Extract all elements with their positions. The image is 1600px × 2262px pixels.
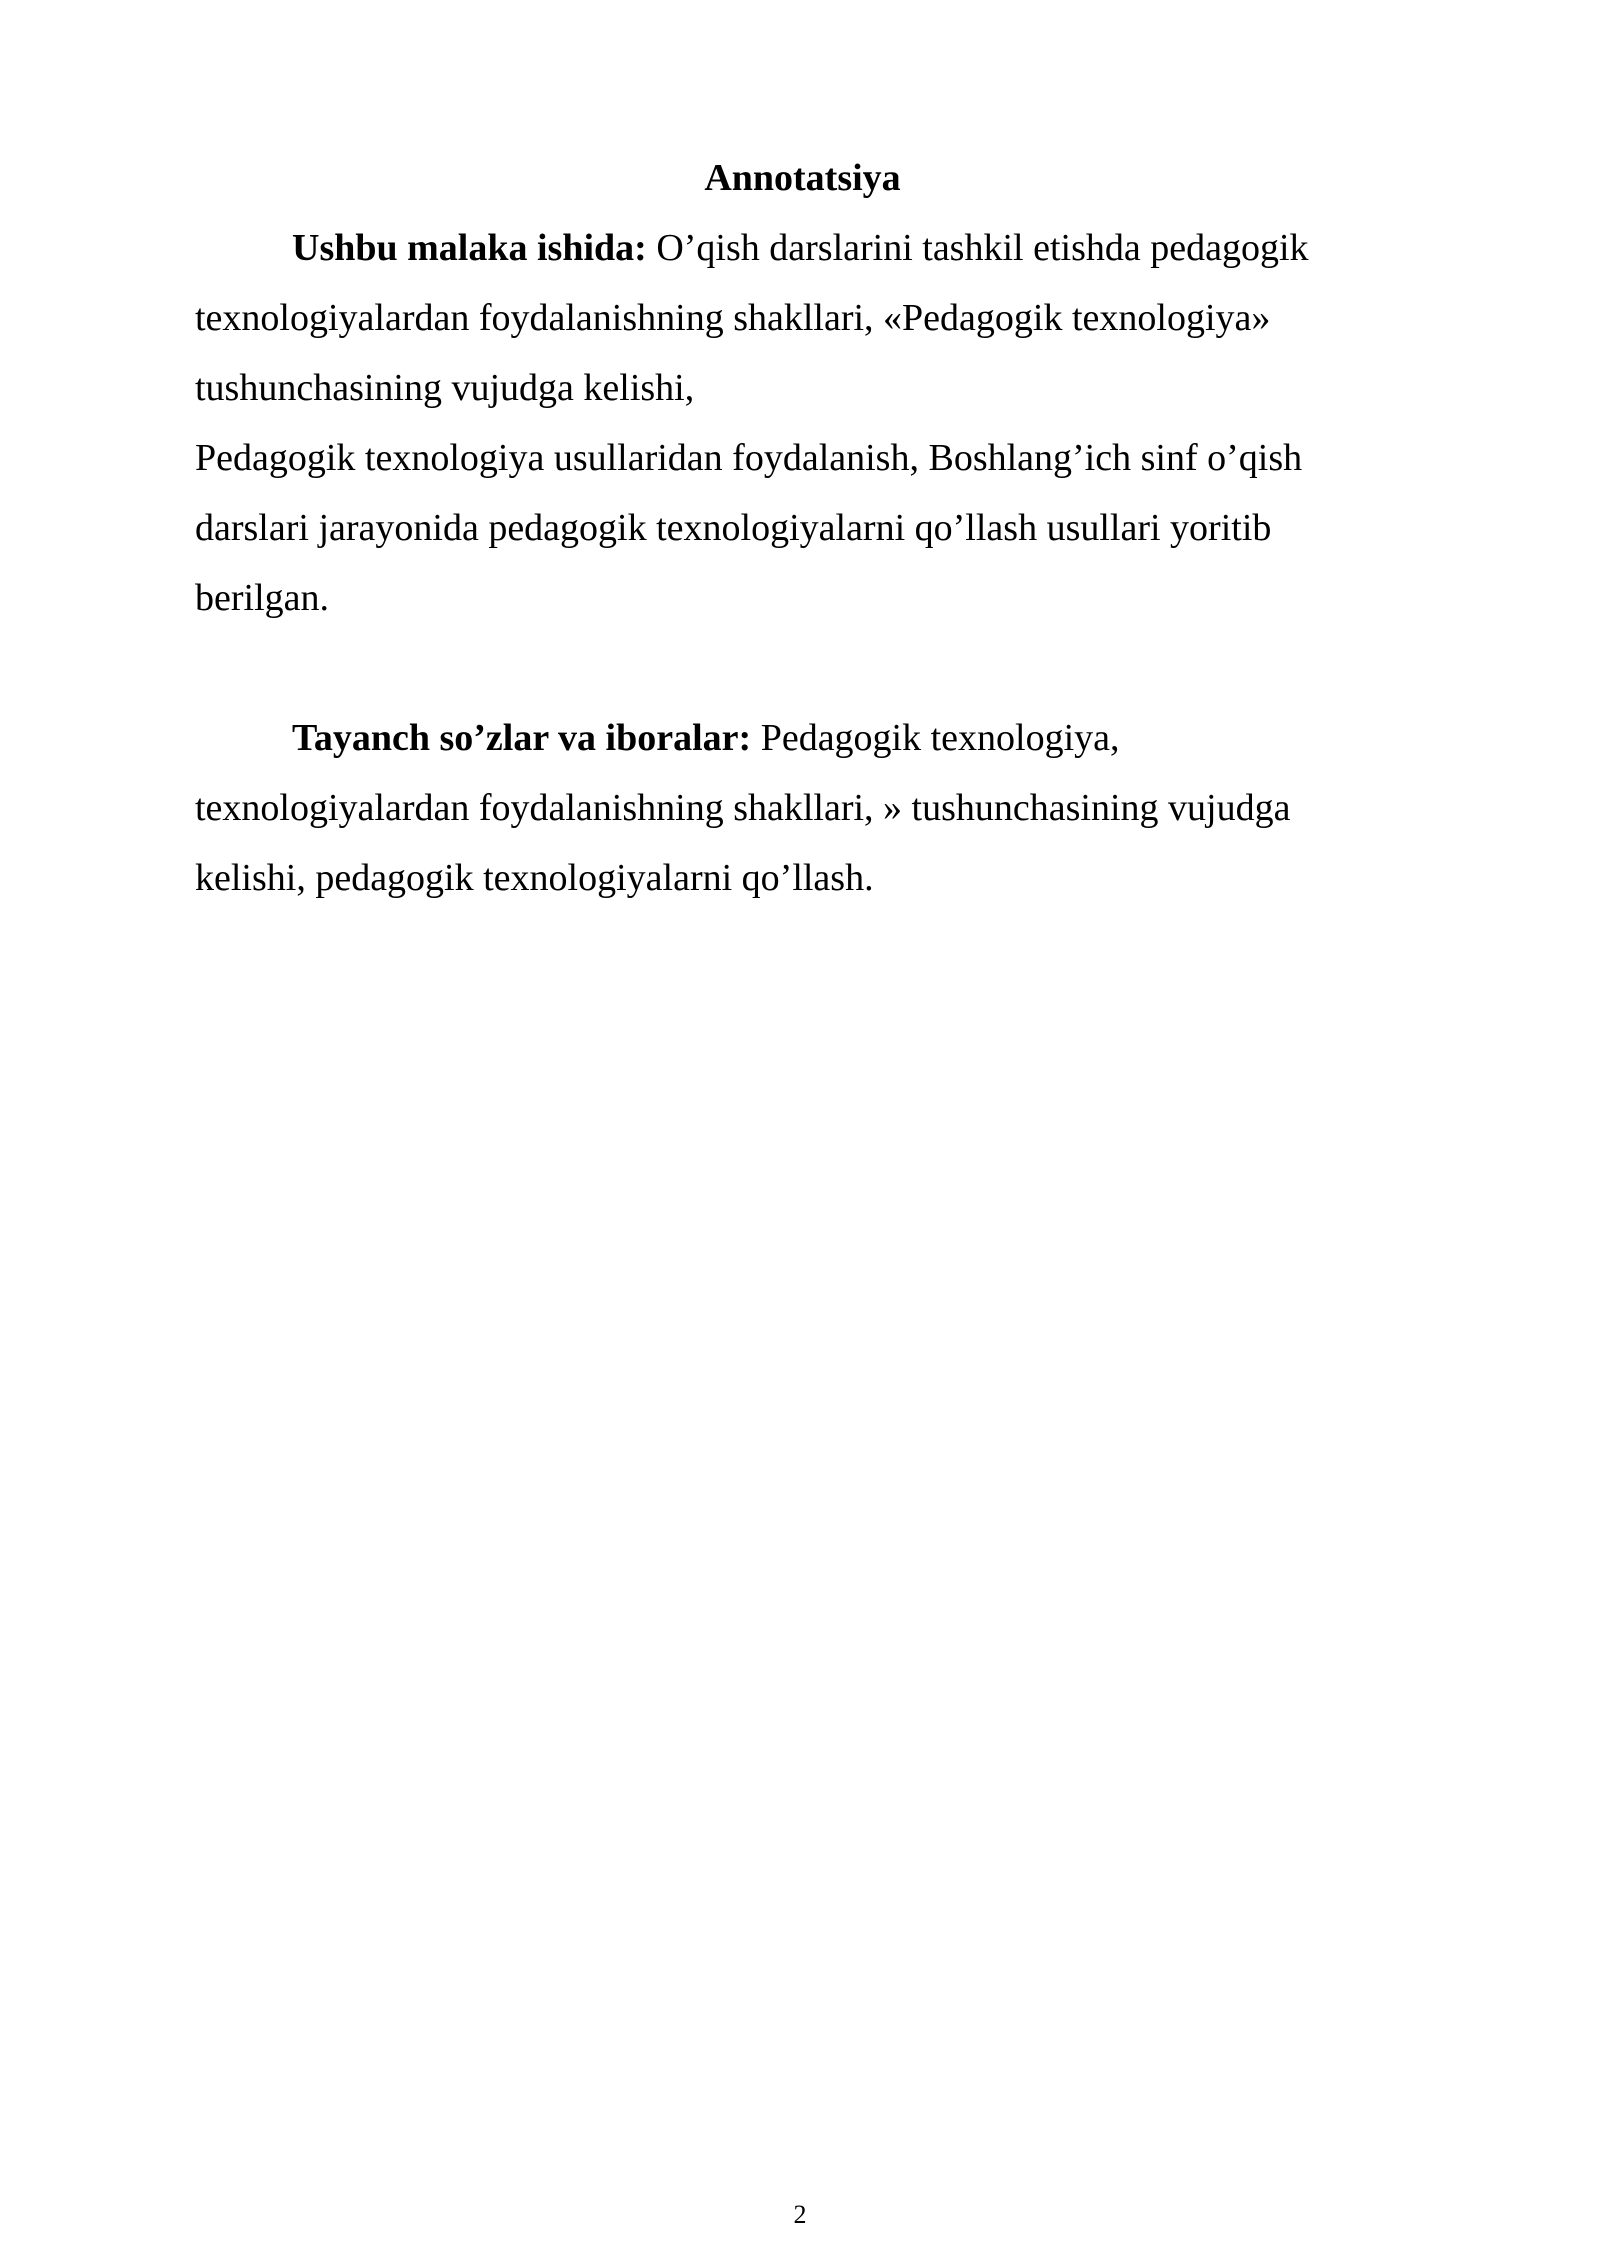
keywords-paragraph	[195, 703, 1410, 913]
keywords-line: kelishi, pedagogik texnologiyalarni qo’llash.	[195, 857, 874, 899]
abstract-line: darslari jarayonida pedagogik texnologiyalarni qo’llash usullari yoritib	[195, 507, 1272, 549]
abstract-line: texnologiyalardan foydalanishning shakllari, «Pedagogik texnologiya»	[195, 297, 1271, 339]
abstract-paragraph	[195, 213, 1410, 633]
page-title: Annotatsiya	[704, 157, 901, 199]
keywords-label: Tayanch so’zlar va iboralar:	[292, 717, 752, 759]
keywords-text: Pedagogik texnologiya,	[751, 717, 1120, 759]
page-number: 2	[793, 2200, 807, 2229]
abstract-line: Pedagogik texnologiya usullaridan foydalanish, Boshlang’ich sinf o’qish	[195, 437, 1303, 479]
abstract-text: O’qish darslarini tashkil etishda pedagogik	[646, 227, 1309, 269]
abstract-line: berilgan.	[195, 577, 330, 619]
abstract-label: Ushbu malaka ishida:	[292, 227, 647, 269]
abstract-line	[195, 213, 1410, 283]
keywords-line: texnologiyalardan foydalanishning shakllari, » tushunchasining vujudga	[195, 787, 1291, 829]
keywords-line	[195, 703, 1410, 773]
abstract-line: tushunchasining vujudga kelishi,	[195, 367, 695, 409]
